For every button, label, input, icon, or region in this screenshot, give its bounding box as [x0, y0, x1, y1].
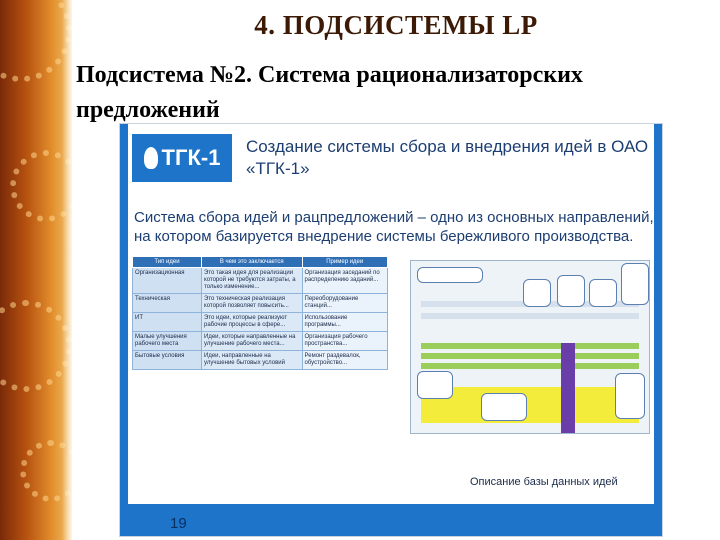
table-cell: Это техническая реализация которой позволяет повысить... — [202, 294, 303, 313]
table-row — [133, 268, 388, 294]
table-header: Тип идеи — [133, 257, 202, 268]
table-row — [133, 351, 388, 370]
frame-right-bar — [654, 124, 662, 536]
table-cell: Организация рабочего пространства... — [302, 332, 388, 351]
callout — [417, 267, 483, 283]
table-cell: Использование программы... — [302, 313, 388, 332]
embedded-header-title: Создание системы сбора и внедрения идей в ОАО «ТГК-1» — [246, 137, 649, 178]
gear-icon — [10, 150, 72, 222]
table-cell: Малые улучшения рабочего места — [133, 332, 202, 351]
table-row — [133, 313, 388, 332]
sheet-band — [421, 387, 639, 423]
callout — [523, 279, 551, 307]
table-header: Пример идеи — [302, 257, 388, 268]
table-cell: Идеи, которые направленные на улучшение рабочего места... — [202, 332, 303, 351]
table-row — [133, 332, 388, 351]
callout — [417, 371, 453, 399]
table-header: В чем это заключается — [202, 257, 303, 268]
table-cell: ИТ — [133, 313, 202, 332]
table-cell: Ремонт раздевалок, обустройство... — [302, 351, 388, 370]
table-cell: Переоборудование станций... — [302, 294, 388, 313]
table-cell: Техническая — [133, 294, 202, 313]
logo-text: ТГК-1 — [161, 145, 221, 170]
gear-icon — [20, 440, 72, 502]
gear-icon — [0, 300, 72, 392]
table-row — [133, 294, 388, 313]
flame-icon — [144, 147, 158, 169]
gear-icon — [0, 0, 72, 82]
database-caption: Описание базы данных идей — [470, 476, 618, 488]
table-cell: Организационная — [133, 268, 202, 294]
table-cell: Бытовые условия — [133, 351, 202, 370]
frame-left-bar — [120, 124, 128, 536]
ideas-database-screenshot — [410, 260, 650, 434]
table-cell: Идеи, направленные на улучшение бытовых условий — [202, 351, 303, 370]
table-cell: Организация заседаний по распределению заданий... — [302, 268, 388, 294]
sheet-band — [421, 353, 639, 359]
embedded-intro-text: Система сбора идей и рацпредложений – одно из основных направлений, на котором базируется внедрение системы бережливого производства. — [134, 209, 654, 245]
callout — [589, 279, 617, 307]
sheet-band — [421, 313, 639, 319]
callout — [621, 263, 649, 305]
table-cell: Это идеи, которые реализуют рабочие процессы в сфере... — [202, 313, 303, 332]
slide-title: 4. ПОДСИСТЕМЫ LP — [254, 10, 538, 40]
decorative-left-strip — [0, 0, 72, 540]
company-logo — [132, 134, 232, 182]
page-number: 19 — [170, 515, 187, 532]
slide-subtitle: Подсистема №2. Система рационализаторских предложений — [76, 62, 583, 123]
sheet-band — [421, 343, 639, 349]
embedded-slide-image — [120, 124, 662, 536]
sheet-highlight-column — [561, 343, 575, 433]
callout — [557, 275, 585, 307]
callout — [481, 393, 527, 421]
sheet-band — [421, 363, 639, 369]
callout — [615, 373, 645, 419]
frame-bottom-bar — [120, 504, 662, 536]
idea-types-table — [132, 256, 388, 370]
table-cell: Это такая идея для реализации которой не требуются затраты, а только изменение... — [202, 268, 303, 294]
